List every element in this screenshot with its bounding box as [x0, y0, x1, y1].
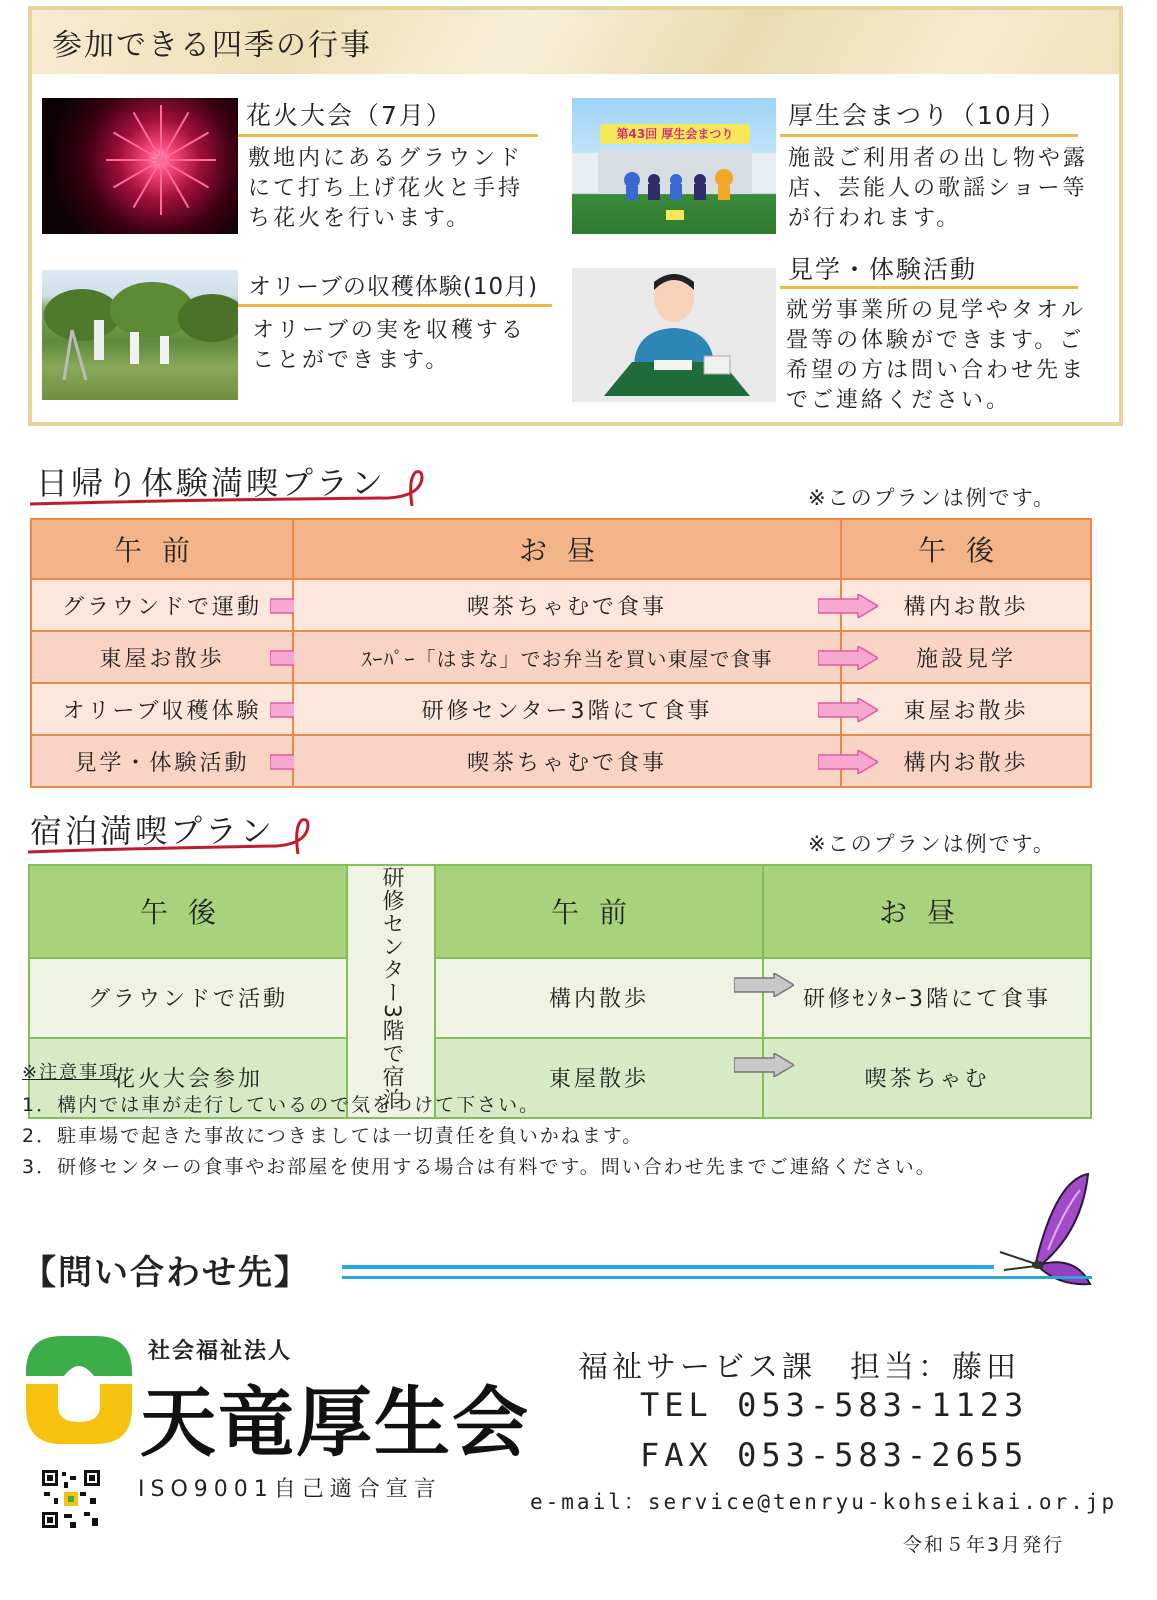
table-row	[31, 683, 1091, 735]
org-name: 天竜厚生会	[140, 1378, 530, 1467]
table-row	[31, 579, 1091, 631]
iso-declaration: ISO9001自己適合宣言	[138, 1477, 442, 1502]
stay-plan-title-underline	[26, 814, 316, 860]
contact-email: e-mail：service@tenryu-kohseikai.or.jp	[530, 1490, 1118, 1514]
table-cell: 東屋お散歩	[31, 631, 293, 683]
note-item: 3．研修センターの食事やお部屋を使用する場合は有料です。問い合わせ先までご連絡ください。	[22, 1156, 937, 1178]
gray-arrow-icon	[734, 1053, 794, 1077]
pink-arrow-icon	[818, 698, 878, 722]
note-item: 2．駐車場で起きた事故につきましては一切責任を負いかねます。	[22, 1125, 644, 1147]
note-item: 1．構内では車が走行しているので気をつけて下さい。	[22, 1094, 541, 1116]
table-cell: 喫茶ちゃむ	[763, 1038, 1091, 1118]
pink-arrow-icon	[818, 594, 878, 618]
table-cell: 研修ｾﾝﾀｰ3階にて食事	[763, 958, 1091, 1038]
notes-heading: ※注意事項	[22, 1062, 120, 1083]
stay-plan-note: ※このプランは例です。	[808, 832, 1056, 856]
events-section	[28, 6, 1123, 426]
stay-plan-table	[28, 864, 1092, 1119]
experience-illustration	[572, 268, 776, 402]
table-cell: 見学・体験活動	[31, 735, 293, 787]
qr-code-icon	[40, 1468, 102, 1530]
tenryu-logo-icon	[26, 1336, 132, 1444]
table-row	[29, 958, 1091, 1038]
day-header-afternoon: 午後	[841, 519, 1091, 579]
event-text-olive: オリーブの実を収穫する ことができます。	[252, 318, 526, 373]
table-cell: 東屋お散歩	[841, 683, 1091, 735]
table-cell: 構内散歩	[435, 958, 763, 1038]
fireworks-photo	[42, 98, 238, 234]
overnight-cell	[347, 865, 435, 1118]
table-cell: 花火大会参加	[29, 1038, 347, 1118]
issue-date: 令和５年3月発行	[903, 1534, 1065, 1556]
table-cell: 喫茶ちゃむで食事	[293, 735, 841, 787]
table-cell: 東屋散歩	[435, 1038, 763, 1118]
table-cell: 研修センター3階にて食事	[293, 683, 841, 735]
event-title-fireworks: 花火大会（7月）	[246, 101, 453, 130]
day-plan-title: 日帰り体験満喫プラン	[36, 464, 387, 502]
day-header-noon: お昼	[293, 519, 841, 579]
table-cell: オリーブ収穫体験	[31, 683, 293, 735]
event-rule	[780, 134, 1078, 137]
stay-header-noon: お昼	[763, 865, 1091, 958]
table-row	[31, 735, 1091, 787]
event-title-experience: 見学・体験活動	[788, 255, 978, 284]
contact-divider	[342, 1276, 1092, 1279]
table-cell: 構内お散歩	[841, 735, 1091, 787]
day-plan-note: ※このプランは例です。	[808, 486, 1056, 510]
table-cell: グラウンドで運動	[31, 579, 293, 631]
event-rule	[238, 304, 552, 307]
table-cell: 喫茶ちゃむで食事	[293, 579, 841, 631]
stay-plan-title: 宿泊満喫プラン	[30, 812, 276, 850]
table-row	[31, 631, 1091, 683]
contact-heading: 【問い合わせ先】	[22, 1253, 310, 1293]
butterfly-icon	[996, 1170, 1096, 1290]
day-header-morning: 午前	[31, 519, 293, 579]
festival-banner: 第43回 厚生会まつり	[600, 124, 750, 144]
table-cell: ｽｰﾊﾟｰ「はまな」でお弁当を買い東屋で食事	[293, 631, 841, 683]
table-cell: 施設見学	[841, 631, 1091, 683]
pink-arrow-icon	[818, 750, 878, 774]
contact-fax: FAX 053-583-2655	[640, 1436, 1029, 1474]
event-text-experience: 就労事業所の見学やタオル 畳等の体験ができます。ご 希望の方は問い合わせ先ま でご連絡ください。	[786, 298, 1087, 413]
pink-arrow-icon	[818, 646, 878, 670]
event-title-olive: オリーブの収穫体験(10月)	[248, 274, 539, 300]
table-cell: 構内お散歩	[841, 579, 1091, 631]
events-header	[32, 10, 1119, 74]
contact-divider	[342, 1265, 994, 1269]
event-title-festival: 厚生会まつり（10月）	[788, 101, 1067, 130]
table-cell: グラウンドで活動	[29, 958, 347, 1038]
contact-tel: TEL 053-583-1123	[640, 1386, 1029, 1424]
festival-photo	[572, 98, 776, 234]
day-plan-title-underline	[28, 466, 428, 512]
events-title: 参加できる四季の行事	[52, 28, 372, 63]
olive-harvest-photo	[42, 270, 238, 400]
event-rule	[238, 134, 538, 137]
stay-header-afternoon: 午後	[29, 865, 347, 958]
day-plan-table	[30, 518, 1092, 788]
gray-arrow-icon	[734, 973, 794, 997]
event-text-fireworks: 敷地内にあるグラウンド にて打ち上げ花火と手持 ち花火を行います。	[248, 146, 524, 231]
event-rule	[780, 286, 1078, 289]
org-subtitle: 社会福祉法人	[148, 1339, 293, 1364]
overnight-label: 研修センター3階で宿泊	[379, 866, 404, 1111]
contact-department: 福祉サービス課 担当：藤田	[578, 1350, 1020, 1385]
stay-header-morning: 午前	[435, 865, 763, 958]
event-text-festival: 施設ご利用者の出し物や露 店、芸能人の歌謡ショー等 が行われます。	[788, 146, 1089, 231]
